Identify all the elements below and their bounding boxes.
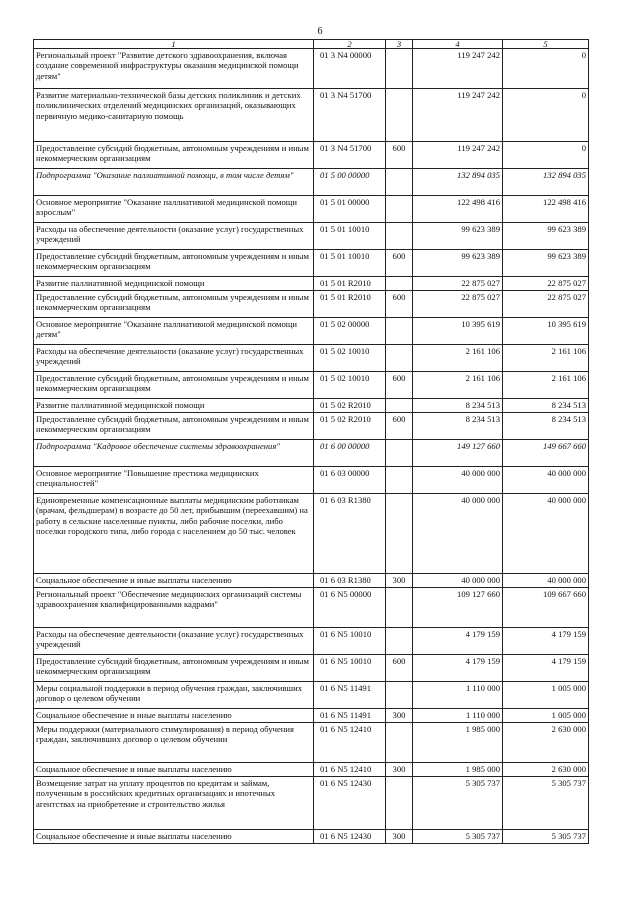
- row-name-cell: Предоставление субсидий бюджетным, автономным учреждениям и иным некоммерческим организациям: [34, 413, 314, 440]
- row-code-cell: 01 6 N5 11491: [314, 682, 386, 709]
- row-value-col4-cell: 22 875 027: [413, 277, 503, 291]
- row-value-col4-cell: 119 247 242: [413, 49, 503, 89]
- row-expense-type-cell: 600: [386, 413, 413, 440]
- row-code-cell: 01 5 01 10010: [314, 223, 386, 250]
- table-row: [34, 291, 589, 318]
- row-expense-type-cell: 600: [386, 655, 413, 682]
- row-code-cell: 01 6 03 R1380: [314, 574, 386, 588]
- header-row: [34, 40, 589, 49]
- row-name-cell: Меры социальной поддержки в период обучения граждан, заключивших договор о целевом обучении: [34, 682, 314, 709]
- row-name-cell: Региональный проект "Развитие детского здравоохранения, включая создание современной инфраструктуры оказания медицинской помощи детям": [34, 49, 314, 89]
- row-name-cell: Региональный проект "Обеспечение медицинских организаций системы здравоохранения квалифицированными кадрами": [34, 588, 314, 628]
- row-value-col4-cell: 8 234 513: [413, 413, 503, 440]
- row-expense-type-cell: [386, 196, 413, 223]
- table-row: [34, 655, 589, 682]
- row-value-col4-cell: 99 623 389: [413, 223, 503, 250]
- row-code-cell: 01 5 01 00000: [314, 196, 386, 223]
- row-value-col4-cell: 119 247 242: [413, 89, 503, 142]
- row-code-cell: 01 5 00 00000: [314, 169, 386, 196]
- table-row: [34, 250, 589, 277]
- row-value-col5-cell: 5 305 737: [503, 830, 589, 844]
- header-col-2: 2: [314, 40, 386, 49]
- row-code-cell: 01 6 N5 00000: [314, 588, 386, 628]
- table-row: [34, 49, 589, 89]
- table-row: [34, 413, 589, 440]
- row-name-cell: Расходы на обеспечение деятельности (оказание услуг) государственных учреждений: [34, 628, 314, 655]
- row-value-col5-cell: 0: [503, 49, 589, 89]
- row-name-cell: Развитие паллиативной медицинской помощи: [34, 399, 314, 413]
- row-code-cell: 01 6 N5 10010: [314, 628, 386, 655]
- row-value-col4-cell: 1 985 000: [413, 723, 503, 763]
- table-row: [34, 723, 589, 763]
- row-value-col5-cell: 4 179 159: [503, 628, 589, 655]
- header-col-4: 4: [413, 40, 503, 49]
- row-value-col5-cell: 2 161 106: [503, 372, 589, 399]
- row-value-col4-cell: 132 894 035: [413, 169, 503, 196]
- row-value-col5-cell: 40 000 000: [503, 494, 589, 574]
- row-code-cell: 01 5 02 R2010: [314, 413, 386, 440]
- row-code-cell: 01 6 03 00000: [314, 467, 386, 494]
- row-name-cell: Предоставление субсидий бюджетным, автономным учреждениям и иным некоммерческим организациям: [34, 291, 314, 318]
- row-name-cell: Предоставление субсидий бюджетным, автономным учреждениям и иным некоммерческим организациям: [34, 250, 314, 277]
- row-name-cell: Развитие материально-технической базы детских поликлиник и детских поликлинических отделений медицинских организаций, оказывающих первичную медико-санитарную помощь: [34, 89, 314, 142]
- row-value-col5-cell: 10 395 619: [503, 318, 589, 345]
- table-row: [34, 574, 589, 588]
- row-code-cell: 01 6 N5 12430: [314, 830, 386, 844]
- row-expense-type-cell: [386, 223, 413, 250]
- row-value-col5-cell: 99 623 389: [503, 250, 589, 277]
- row-expense-type-cell: [386, 318, 413, 345]
- table-row: [34, 709, 589, 723]
- row-value-col4-cell: 99 623 389: [413, 250, 503, 277]
- row-value-col5-cell: 2 630 000: [503, 723, 589, 763]
- row-value-col5-cell: 40 000 000: [503, 467, 589, 494]
- row-value-col5-cell: 122 498 416: [503, 196, 589, 223]
- table-row: [34, 440, 589, 467]
- row-value-col4-cell: 1 110 000: [413, 709, 503, 723]
- row-expense-type-cell: [386, 467, 413, 494]
- row-code-cell: 01 5 02 00000: [314, 318, 386, 345]
- row-expense-type-cell: [386, 628, 413, 655]
- row-code-cell: 01 6 N5 12430: [314, 777, 386, 830]
- table-row: [34, 628, 589, 655]
- table-row: [34, 399, 589, 413]
- row-expense-type-cell: 300: [386, 830, 413, 844]
- row-name-cell: Социальное обеспечение и иные выплаты населению: [34, 574, 314, 588]
- row-value-col5-cell: 149 667 660: [503, 440, 589, 467]
- row-code-cell: 01 6 00 00000: [314, 440, 386, 467]
- row-expense-type-cell: [386, 440, 413, 467]
- table-row: [34, 682, 589, 709]
- row-expense-type-cell: 300: [386, 574, 413, 588]
- row-value-col4-cell: 4 179 159: [413, 655, 503, 682]
- budget-table: [33, 39, 589, 844]
- row-name-cell: Расходы на обеспечение деятельности (оказание услуг) государственных учреждений: [34, 223, 314, 250]
- row-name-cell: Возмещение затрат на уплату процентов по кредитам и займам, полученным в российских кредитных организациях и ипотечных агентствах на приобретение и строительство жилья: [34, 777, 314, 830]
- table-row: [34, 277, 589, 291]
- row-value-col5-cell: 1 005 000: [503, 682, 589, 709]
- row-name-cell: Социальное обеспечение и иные выплаты населению: [34, 709, 314, 723]
- table-row: [34, 89, 589, 142]
- row-expense-type-cell: [386, 89, 413, 142]
- row-value-col4-cell: 5 305 737: [413, 777, 503, 830]
- row-code-cell: 01 6 03 R1380: [314, 494, 386, 574]
- row-expense-type-cell: [386, 345, 413, 372]
- row-name-cell: Меры поддержки (материального стимулирования) в период обучения граждан, заключивших договор о целевом обучении: [34, 723, 314, 763]
- row-value-col5-cell: 5 305 737: [503, 777, 589, 830]
- row-value-col5-cell: 99 623 389: [503, 223, 589, 250]
- row-value-col5-cell: 4 179 159: [503, 655, 589, 682]
- row-name-cell: Предоставление субсидий бюджетным, автономным учреждениям и иным некоммерческим организациям: [34, 655, 314, 682]
- row-value-col4-cell: 122 498 416: [413, 196, 503, 223]
- row-expense-type-cell: 600: [386, 250, 413, 277]
- row-value-col4-cell: 1 110 000: [413, 682, 503, 709]
- row-value-col5-cell: 8 234 513: [503, 399, 589, 413]
- table-body: [34, 49, 589, 844]
- row-value-col4-cell: 119 247 242: [413, 142, 503, 169]
- row-code-cell: 01 6 N5 10010: [314, 655, 386, 682]
- table-row: [34, 142, 589, 169]
- row-value-col5-cell: 1 005 000: [503, 709, 589, 723]
- row-value-col5-cell: 2 161 106: [503, 345, 589, 372]
- row-name-cell: Предоставление субсидий бюджетным, автономным учреждениям и иным некоммерческим организациям: [34, 142, 314, 169]
- table-row: [34, 777, 589, 830]
- row-expense-type-cell: 600: [386, 372, 413, 399]
- row-value-col5-cell: 22 875 027: [503, 291, 589, 318]
- row-name-cell: Основное мероприятие "Повышение престижа медицинских специальностей": [34, 467, 314, 494]
- row-value-col4-cell: 40 000 000: [413, 467, 503, 494]
- row-value-col5-cell: 0: [503, 89, 589, 142]
- row-code-cell: 01 3 N4 51700: [314, 142, 386, 169]
- row-value-col5-cell: 2 630 000: [503, 763, 589, 777]
- header-col-1: 1: [34, 40, 314, 49]
- row-expense-type-cell: [386, 277, 413, 291]
- row-value-col5-cell: 22 875 027: [503, 277, 589, 291]
- page-number: 6: [317, 26, 323, 37]
- row-name-cell: Предоставление субсидий бюджетным, автономным учреждениям и иным некоммерческим организациям: [34, 372, 314, 399]
- row-value-col4-cell: 2 161 106: [413, 372, 503, 399]
- table-row: [34, 830, 589, 844]
- row-expense-type-cell: 300: [386, 709, 413, 723]
- row-code-cell: 01 3 N4 00000: [314, 49, 386, 89]
- row-code-cell: 01 5 02 10010: [314, 372, 386, 399]
- row-value-col5-cell: 0: [503, 142, 589, 169]
- row-value-col4-cell: 1 985 000: [413, 763, 503, 777]
- table-row: [34, 169, 589, 196]
- row-value-col4-cell: 22 875 027: [413, 291, 503, 318]
- row-value-col4-cell: 5 305 737: [413, 830, 503, 844]
- table-row: [34, 372, 589, 399]
- row-name-cell: Подпрограмма "Кадровое обеспечение системы здравоохранения": [34, 440, 314, 467]
- row-value-col4-cell: 40 000 000: [413, 574, 503, 588]
- row-expense-type-cell: [386, 49, 413, 89]
- row-expense-type-cell: 600: [386, 142, 413, 169]
- row-code-cell: 01 6 N5 11491: [314, 709, 386, 723]
- row-expense-type-cell: [386, 399, 413, 413]
- row-value-col4-cell: 149 127 660: [413, 440, 503, 467]
- row-code-cell: 01 5 02 10010: [314, 345, 386, 372]
- row-code-cell: 01 6 N5 12410: [314, 763, 386, 777]
- row-value-col5-cell: 109 667 660: [503, 588, 589, 628]
- row-expense-type-cell: [386, 777, 413, 830]
- row-name-cell: Социальное обеспечение и иные выплаты населению: [34, 830, 314, 844]
- row-value-col5-cell: 40 000 000: [503, 574, 589, 588]
- table-row: [34, 588, 589, 628]
- row-code-cell: 01 5 01 10010: [314, 250, 386, 277]
- row-code-cell: 01 5 01 R2010: [314, 277, 386, 291]
- table-row: [34, 318, 589, 345]
- row-code-cell: 01 3 N4 51700: [314, 89, 386, 142]
- row-code-cell: 01 5 01 R2010: [314, 291, 386, 318]
- table-row: [34, 196, 589, 223]
- row-name-cell: Единовременные компенсационные выплаты медицинским работникам (врачам, фельдшерам) в возрасте до 50 лет, прибывшим (переехавшим) на работу в сельские населенные пункты, либо рабочие поселки, либо поселки городского типа, либо города с населением до 50 тыс. человек: [34, 494, 314, 574]
- row-expense-type-cell: 300: [386, 763, 413, 777]
- row-value-col4-cell: 109 127 660: [413, 588, 503, 628]
- row-code-cell: 01 6 N5 12410: [314, 723, 386, 763]
- row-name-cell: Подпрограмма "Оказание паллиативной помощи, в том числе детям": [34, 169, 314, 196]
- row-expense-type-cell: [386, 169, 413, 196]
- row-expense-type-cell: 600: [386, 291, 413, 318]
- header-col-3: 3: [386, 40, 413, 49]
- table-row: [34, 763, 589, 777]
- header-col-5: 5: [503, 40, 589, 49]
- row-value-col5-cell: 8 234 513: [503, 413, 589, 440]
- table-row: [34, 467, 589, 494]
- row-value-col4-cell: 4 179 159: [413, 628, 503, 655]
- table-row: [34, 494, 589, 574]
- row-value-col4-cell: 8 234 513: [413, 399, 503, 413]
- row-name-cell: Основное мероприятие "Оказание паллиативной медицинской помощи взрослым": [34, 196, 314, 223]
- row-expense-type-cell: [386, 494, 413, 574]
- row-value-col4-cell: 2 161 106: [413, 345, 503, 372]
- row-name-cell: Социальное обеспечение и иные выплаты населению: [34, 763, 314, 777]
- row-expense-type-cell: [386, 682, 413, 709]
- row-value-col4-cell: 10 395 619: [413, 318, 503, 345]
- row-expense-type-cell: [386, 723, 413, 763]
- row-expense-type-cell: [386, 588, 413, 628]
- row-name-cell: Развитие паллиативной медицинской помощи: [34, 277, 314, 291]
- row-name-cell: Основное мероприятие "Оказание паллиативной медицинской помощи детям": [34, 318, 314, 345]
- row-value-col4-cell: 40 000 000: [413, 494, 503, 574]
- row-value-col5-cell: 132 894 035: [503, 169, 589, 196]
- row-code-cell: 01 5 02 R2010: [314, 399, 386, 413]
- table-row: [34, 223, 589, 250]
- table-row: [34, 345, 589, 372]
- row-name-cell: Расходы на обеспечение деятельности (оказание услуг) государственных учреждений: [34, 345, 314, 372]
